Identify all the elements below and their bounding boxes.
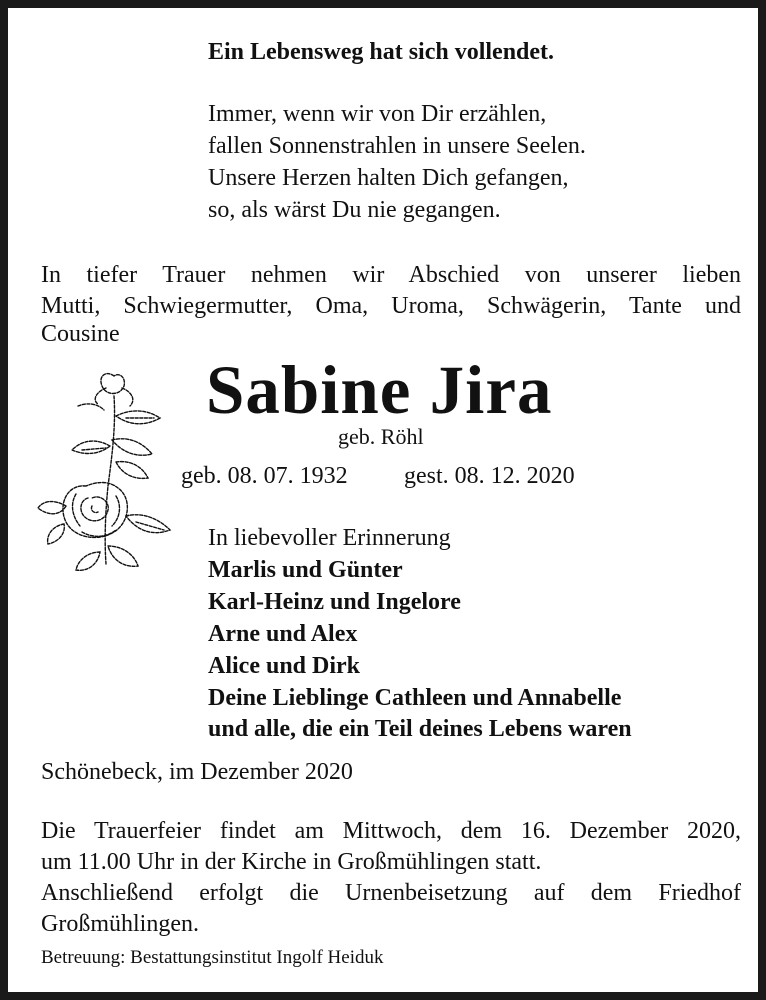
- intro-line-1: In tiefer Trauer nehmen wir Abschied von unserer lieben: [41, 262, 741, 288]
- ceremony-line-4: Großmühlingen.: [41, 911, 199, 937]
- intro-line-3: Cousine: [41, 321, 120, 347]
- deceased-name: Sabine Jira: [206, 352, 553, 428]
- poem-line-3: Unsere Herzen halten Dich gefangen,: [208, 165, 569, 191]
- mourner-2: Karl-Heinz und Ingelore: [208, 589, 461, 615]
- intro-line-2: Mutti, Schwiegermutter, Oma, Uroma, Schwägerin, Tante und: [41, 293, 741, 319]
- mourner-3: Arne und Alex: [208, 621, 358, 647]
- poem-line-1: Immer, wenn wir von Dir erzählen,: [208, 101, 547, 127]
- poem-line-2: fallen Sonnenstrahlen in unsere Seelen.: [208, 133, 586, 159]
- funeral-home-credit: Betreuung: Bestattungsinstitut Ingolf Heiduk: [41, 947, 384, 968]
- ceremony-line-1: Die Trauerfeier findet am Mittwoch, dem 16. Dezember 2020,: [41, 818, 741, 844]
- mourner-5: Deine Lieblinge Cathleen und Annabelle: [208, 685, 622, 711]
- birth-date: geb. 08. 07. 1932: [181, 463, 348, 489]
- rose-illustration-icon: [36, 366, 182, 582]
- death-date: gest. 08. 12. 2020: [404, 463, 575, 489]
- mourner-4: Alice und Dirk: [208, 653, 361, 679]
- mourner-1: Marlis und Günter: [208, 557, 403, 583]
- mourners-lead: In liebevoller Erinnerung: [208, 525, 451, 551]
- ceremony-line-3: Anschließend erfolgt die Urnenbeisetzung auf dem Friedhof: [41, 880, 741, 906]
- place-date: Schönebeck, im Dezember 2020: [41, 759, 353, 785]
- poem-line-4: so, als wärst Du nie gegangen.: [208, 197, 501, 223]
- mourner-6: und alle, die ein Teil deines Lebens waren: [208, 716, 632, 742]
- ceremony-line-2: um 11.00 Uhr in der Kirche in Großmühlingen statt.: [41, 849, 542, 875]
- maiden-name: geb. Röhl: [338, 424, 424, 449]
- motto-heading: Ein Lebensweg hat sich vollendet.: [208, 39, 555, 65]
